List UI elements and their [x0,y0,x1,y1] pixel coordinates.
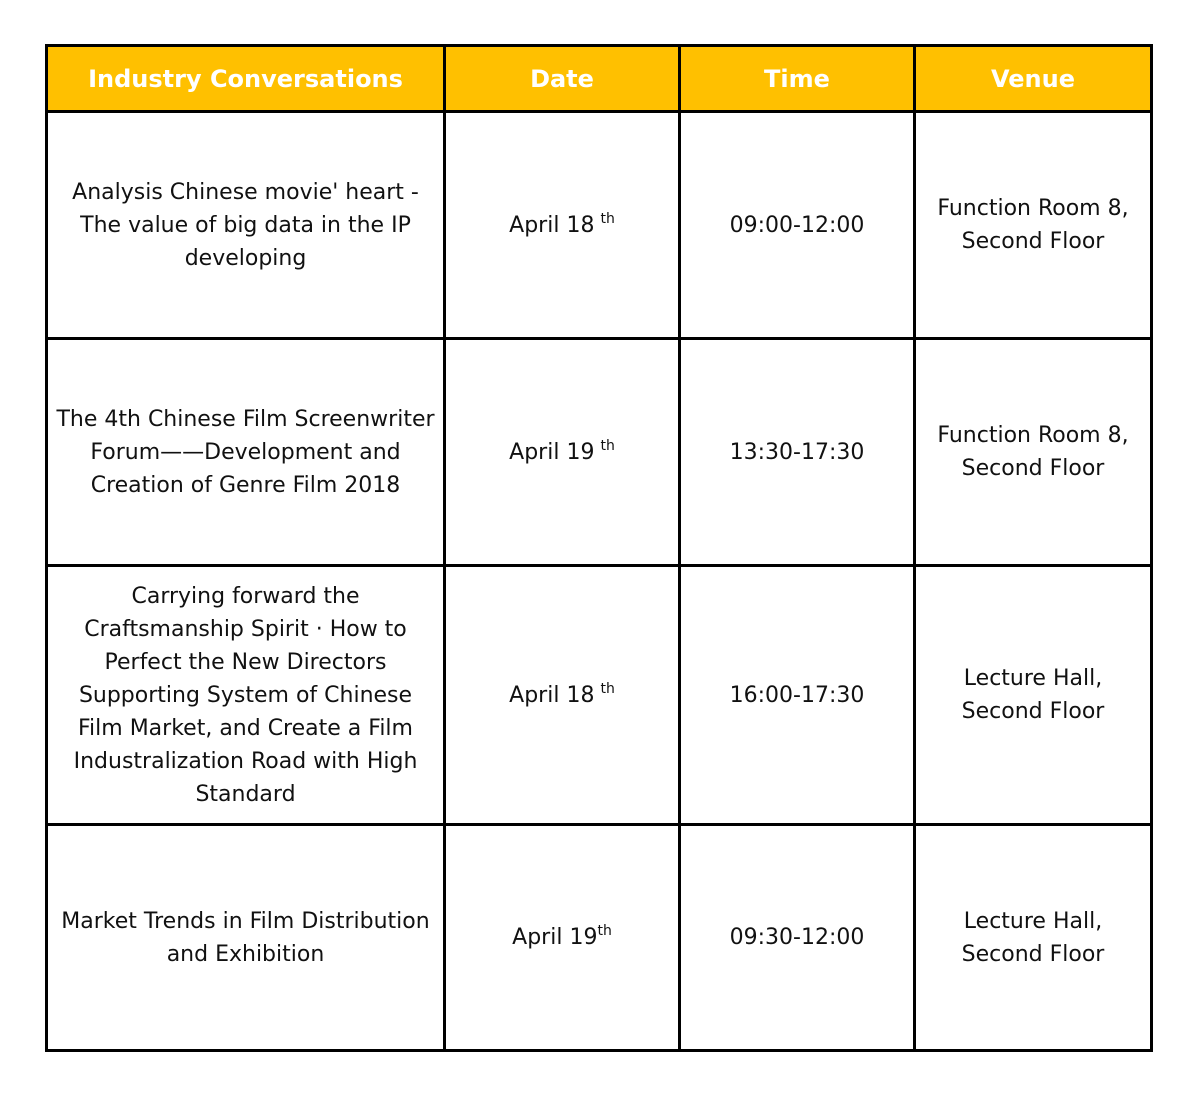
time-cell [680,825,915,1051]
event-line: Carrying forward the [131,583,360,609]
time-text: 13:30-17:30 [729,439,865,465]
venue-line: Lecture Hall, [963,666,1103,691]
header-time: Time [680,46,915,112]
venue-line: Function Room 8, [937,423,1129,448]
table-row [47,825,1152,1051]
date-cell [445,112,680,339]
venue-line: Function Room 8, [937,196,1129,221]
header-date: Date [445,46,680,112]
schedule-table [45,44,1153,1052]
time-cell [680,339,915,566]
venue-cell [915,112,1152,339]
table-row [47,566,1152,825]
date-text: April 19 [509,439,595,465]
venue-cell [915,825,1152,1051]
venue-line: Second Floor [961,699,1105,724]
event-line: The value of big data in the IP [80,212,411,238]
event-line: Supporting System of Chinese [78,682,413,708]
date-text: April 18 [509,212,595,238]
date-text: April 18 [509,682,595,708]
event-line: Analysis Chinese movie' heart - [72,179,419,205]
header-industry-conversations: Industry Conversations [47,46,445,112]
venue-cell [915,339,1152,566]
header-venue: Venue [915,46,1152,112]
date-suffix: th [600,210,615,227]
time-text: 09:30-12:00 [729,925,865,950]
event-line: Industralization Road with High [73,748,418,774]
time-cell [680,566,915,825]
time-cell [680,112,915,339]
venue-line: Second Floor [961,229,1105,254]
event-line: Forum——Development and [90,439,401,465]
table-row [47,112,1152,339]
event-line: Perfect the New Directors [104,649,387,675]
date-text: April 19 [512,925,598,950]
event-cell [47,112,445,339]
event-line: Creation of Genre Film 2018 [90,472,401,498]
time-text: 16:00-17:30 [729,682,865,708]
event-line: Craftsmanship Spirit · How to [84,616,407,642]
date-cell [445,566,680,825]
table-row [47,339,1152,566]
time-text: 09:00-12:00 [729,212,865,238]
venue-line: Second Floor [961,941,1105,967]
date-suffix: th [600,680,615,697]
venue-line: Lecture Hall, [963,908,1103,934]
date-suffix: th [600,437,615,454]
event-line: Market Trends in Film Distribution [61,908,430,934]
event-line: The 4th Chinese Film Screenwriter [56,406,435,432]
venue-cell [915,566,1152,825]
event-line: developing [184,245,307,271]
event-line: Standard [195,781,296,807]
event-line: Film Market, and Create a Film [78,715,413,741]
date-suffix: th [597,923,612,939]
event-line: and Exhibition [166,941,325,967]
event-cell [47,566,445,825]
date-cell [445,339,680,566]
event-cell [47,339,445,566]
date-cell [445,825,680,1051]
header-row [47,46,1152,112]
venue-line: Second Floor [961,456,1105,481]
event-cell [47,825,445,1051]
